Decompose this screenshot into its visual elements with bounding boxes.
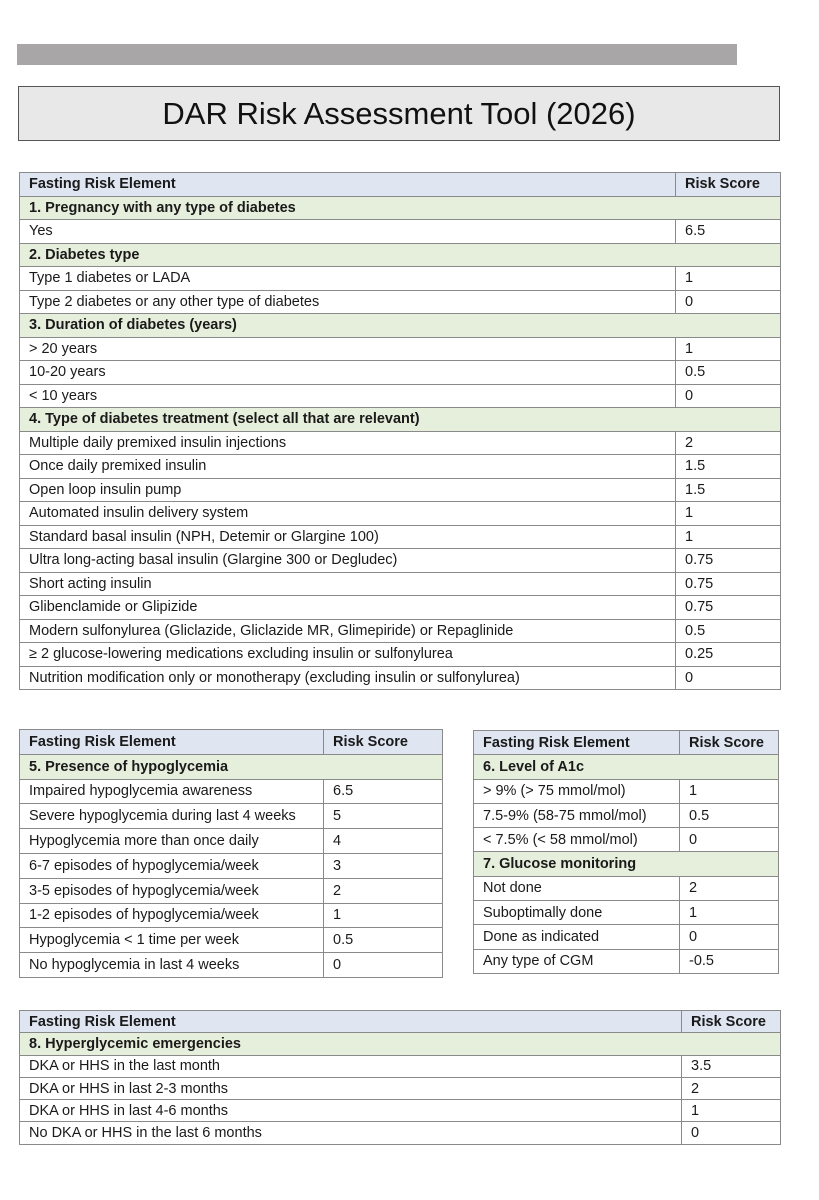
risk-element-label: 10-20 years xyxy=(20,361,676,385)
risk-score-value: 0 xyxy=(676,290,781,314)
risk-score-value: 1.5 xyxy=(676,455,781,479)
section-row xyxy=(20,408,781,432)
risk-score-value: 1 xyxy=(682,1100,781,1122)
risk-score-value: 0 xyxy=(676,384,781,408)
risk-element-label: Impaired hypoglycemia awareness xyxy=(20,779,324,804)
risk-score-value: 2 xyxy=(680,876,779,900)
risk-element-label: Modern sulfonylurea (Gliclazide, Gliclazide MR, Glimepiride) or Repaglinide xyxy=(20,619,676,643)
table-row xyxy=(20,804,443,829)
risk-element-label: No hypoglycemia in last 4 weeks xyxy=(20,953,324,978)
table-row xyxy=(20,643,781,667)
risk-element-label: Severe hypoglycemia during last 4 weeks xyxy=(20,804,324,829)
risk-element-label: < 7.5% (< 58 mmol/mol) xyxy=(474,828,680,852)
risk-element-label: Yes xyxy=(20,220,676,244)
risk-score-value: 1 xyxy=(676,267,781,291)
table-row xyxy=(20,928,443,953)
risk-score-value: 1 xyxy=(676,502,781,526)
risk-element-label: 6-7 episodes of hypoglycemia/week xyxy=(20,853,324,878)
table-row xyxy=(474,901,779,925)
risk-score-value: 6.5 xyxy=(676,220,781,244)
table-row xyxy=(20,596,781,620)
risk-element-label: Multiple daily premixed insulin injections xyxy=(20,431,676,455)
table-row xyxy=(20,267,781,291)
table-row xyxy=(20,829,443,854)
table-row xyxy=(20,384,781,408)
risk-score-value: 0 xyxy=(682,1122,781,1144)
risk-score-value: 1 xyxy=(680,779,779,803)
risk-element-label: Automated insulin delivery system xyxy=(20,502,676,526)
column-header-score: Risk Score xyxy=(324,730,443,755)
section-title: 7. Glucose monitoring xyxy=(474,852,779,876)
risk-score-value: 3 xyxy=(324,853,443,878)
table-row xyxy=(20,290,781,314)
table-header-row xyxy=(474,731,779,755)
table-row xyxy=(20,1122,781,1144)
risk-table-1 xyxy=(19,172,781,690)
table-row xyxy=(20,1100,781,1122)
risk-element-label: DKA or HHS in last 4-6 months xyxy=(20,1100,682,1122)
top-decorative-bar xyxy=(17,44,737,65)
risk-score-value: 0.5 xyxy=(324,928,443,953)
table-row xyxy=(474,876,779,900)
risk-score-value: 0.5 xyxy=(676,361,781,385)
table-row xyxy=(474,803,779,827)
section-row xyxy=(474,755,779,779)
risk-element-label: Short acting insulin xyxy=(20,572,676,596)
table-row xyxy=(474,828,779,852)
column-header-score: Risk Score xyxy=(682,1011,781,1033)
column-header-score: Risk Score xyxy=(680,731,779,755)
section-row xyxy=(20,754,443,779)
table-row xyxy=(20,1077,781,1099)
column-header-score: Risk Score xyxy=(676,173,781,197)
risk-element-label: Glibenclamide or Glipizide xyxy=(20,596,676,620)
risk-element-label: Standard basal insulin (NPH, Detemir or Glargine 100) xyxy=(20,525,676,549)
section-row xyxy=(20,1033,781,1055)
risk-table-a1c-monitoring xyxy=(473,730,779,974)
risk-element-label: 7.5-9% (58-75 mmol/mol) xyxy=(474,803,680,827)
risk-element-label: Nutrition modification only or monotherapy (excluding insulin or sulfonylurea) xyxy=(20,666,676,690)
risk-score-value: 3.5 xyxy=(682,1055,781,1077)
risk-element-label: Once daily premixed insulin xyxy=(20,455,676,479)
column-header-element: Fasting Risk Element xyxy=(20,1011,682,1033)
risk-element-label: 1-2 episodes of hypoglycemia/week xyxy=(20,903,324,928)
risk-score-value: 5 xyxy=(324,804,443,829)
risk-score-value: 4 xyxy=(324,829,443,854)
table-row xyxy=(474,779,779,803)
table-header-row xyxy=(20,173,781,197)
table-row xyxy=(20,502,781,526)
risk-score-value: 0.25 xyxy=(676,643,781,667)
risk-score-value: 0.75 xyxy=(676,596,781,620)
risk-element-label: Ultra long-acting basal insulin (Glargine 300 or Degludec) xyxy=(20,549,676,573)
risk-score-value: 0 xyxy=(676,666,781,690)
table-row xyxy=(20,455,781,479)
risk-score-value: 1 xyxy=(676,337,781,361)
risk-element-label: DKA or HHS in the last month xyxy=(20,1055,682,1077)
column-header-element: Fasting Risk Element xyxy=(20,173,676,197)
risk-element-label: > 9% (> 75 mmol/mol) xyxy=(474,779,680,803)
risk-score-value: 0.75 xyxy=(676,572,781,596)
table-row xyxy=(20,1055,781,1077)
section-row xyxy=(20,243,781,267)
risk-score-value: 2 xyxy=(324,878,443,903)
section-row xyxy=(20,196,781,220)
risk-score-value: 0.5 xyxy=(680,803,779,827)
risk-score-value: -0.5 xyxy=(680,949,779,973)
risk-table-hypoglycemia xyxy=(19,729,443,978)
table-row xyxy=(20,878,443,903)
page-title: DAR Risk Assessment Tool (2026) xyxy=(18,86,780,141)
risk-score-value: 6.5 xyxy=(324,779,443,804)
table-row xyxy=(20,478,781,502)
column-header-element: Fasting Risk Element xyxy=(20,730,324,755)
risk-element-label: Done as indicated xyxy=(474,925,680,949)
section-row xyxy=(20,314,781,338)
section-title: 6. Level of A1c xyxy=(474,755,779,779)
risk-element-label: ≥ 2 glucose-lowering medications excluding insulin or sulfonylurea xyxy=(20,643,676,667)
table-row xyxy=(20,779,443,804)
risk-score-value: 0 xyxy=(680,828,779,852)
risk-element-label: DKA or HHS in last 2-3 months xyxy=(20,1077,682,1099)
risk-element-label: No DKA or HHS in the last 6 months xyxy=(20,1122,682,1144)
risk-score-value: 2 xyxy=(676,431,781,455)
section-title: 3. Duration of diabetes (years) xyxy=(20,314,781,338)
risk-element-label: Hypoglycemia < 1 time per week xyxy=(20,928,324,953)
section-title: 2. Diabetes type xyxy=(20,243,781,267)
risk-score-value: 0.5 xyxy=(676,619,781,643)
table-row xyxy=(20,220,781,244)
column-header-element: Fasting Risk Element xyxy=(474,731,680,755)
table-row xyxy=(20,337,781,361)
table-row xyxy=(20,549,781,573)
risk-element-label: Type 2 diabetes or any other type of diabetes xyxy=(20,290,676,314)
section-title: 4. Type of diabetes treatment (select all that are relevant) xyxy=(20,408,781,432)
table-row xyxy=(20,361,781,385)
table-row xyxy=(20,572,781,596)
table-row xyxy=(20,666,781,690)
section-title: 5. Presence of hypoglycemia xyxy=(20,754,443,779)
table-row xyxy=(20,431,781,455)
risk-element-label: < 10 years xyxy=(20,384,676,408)
risk-score-value: 1.5 xyxy=(676,478,781,502)
table-header-row xyxy=(20,1011,781,1033)
table-row xyxy=(474,949,779,973)
table-row xyxy=(20,953,443,978)
risk-element-label: Type 1 diabetes or LADA xyxy=(20,267,676,291)
table-row xyxy=(20,903,443,928)
table-row xyxy=(474,925,779,949)
risk-element-label: Suboptimally done xyxy=(474,901,680,925)
risk-element-label: Open loop insulin pump xyxy=(20,478,676,502)
risk-score-value: 1 xyxy=(676,525,781,549)
risk-score-value: 1 xyxy=(324,903,443,928)
section-row xyxy=(474,852,779,876)
risk-score-value: 0.75 xyxy=(676,549,781,573)
table-row xyxy=(20,525,781,549)
risk-element-label: 3-5 episodes of hypoglycemia/week xyxy=(20,878,324,903)
section-title: 8. Hyperglycemic emergencies xyxy=(20,1033,781,1055)
risk-score-value: 0 xyxy=(324,953,443,978)
risk-score-value: 1 xyxy=(680,901,779,925)
risk-element-label: > 20 years xyxy=(20,337,676,361)
risk-score-value: 2 xyxy=(682,1077,781,1099)
risk-score-value: 0 xyxy=(680,925,779,949)
risk-element-label: Hypoglycemia more than once daily xyxy=(20,829,324,854)
table-row xyxy=(20,853,443,878)
table-header-row xyxy=(20,730,443,755)
risk-table-hyperglycemic xyxy=(19,1010,781,1145)
risk-element-label: Any type of CGM xyxy=(474,949,680,973)
table-row xyxy=(20,619,781,643)
section-title: 1. Pregnancy with any type of diabetes xyxy=(20,196,781,220)
risk-element-label: Not done xyxy=(474,876,680,900)
